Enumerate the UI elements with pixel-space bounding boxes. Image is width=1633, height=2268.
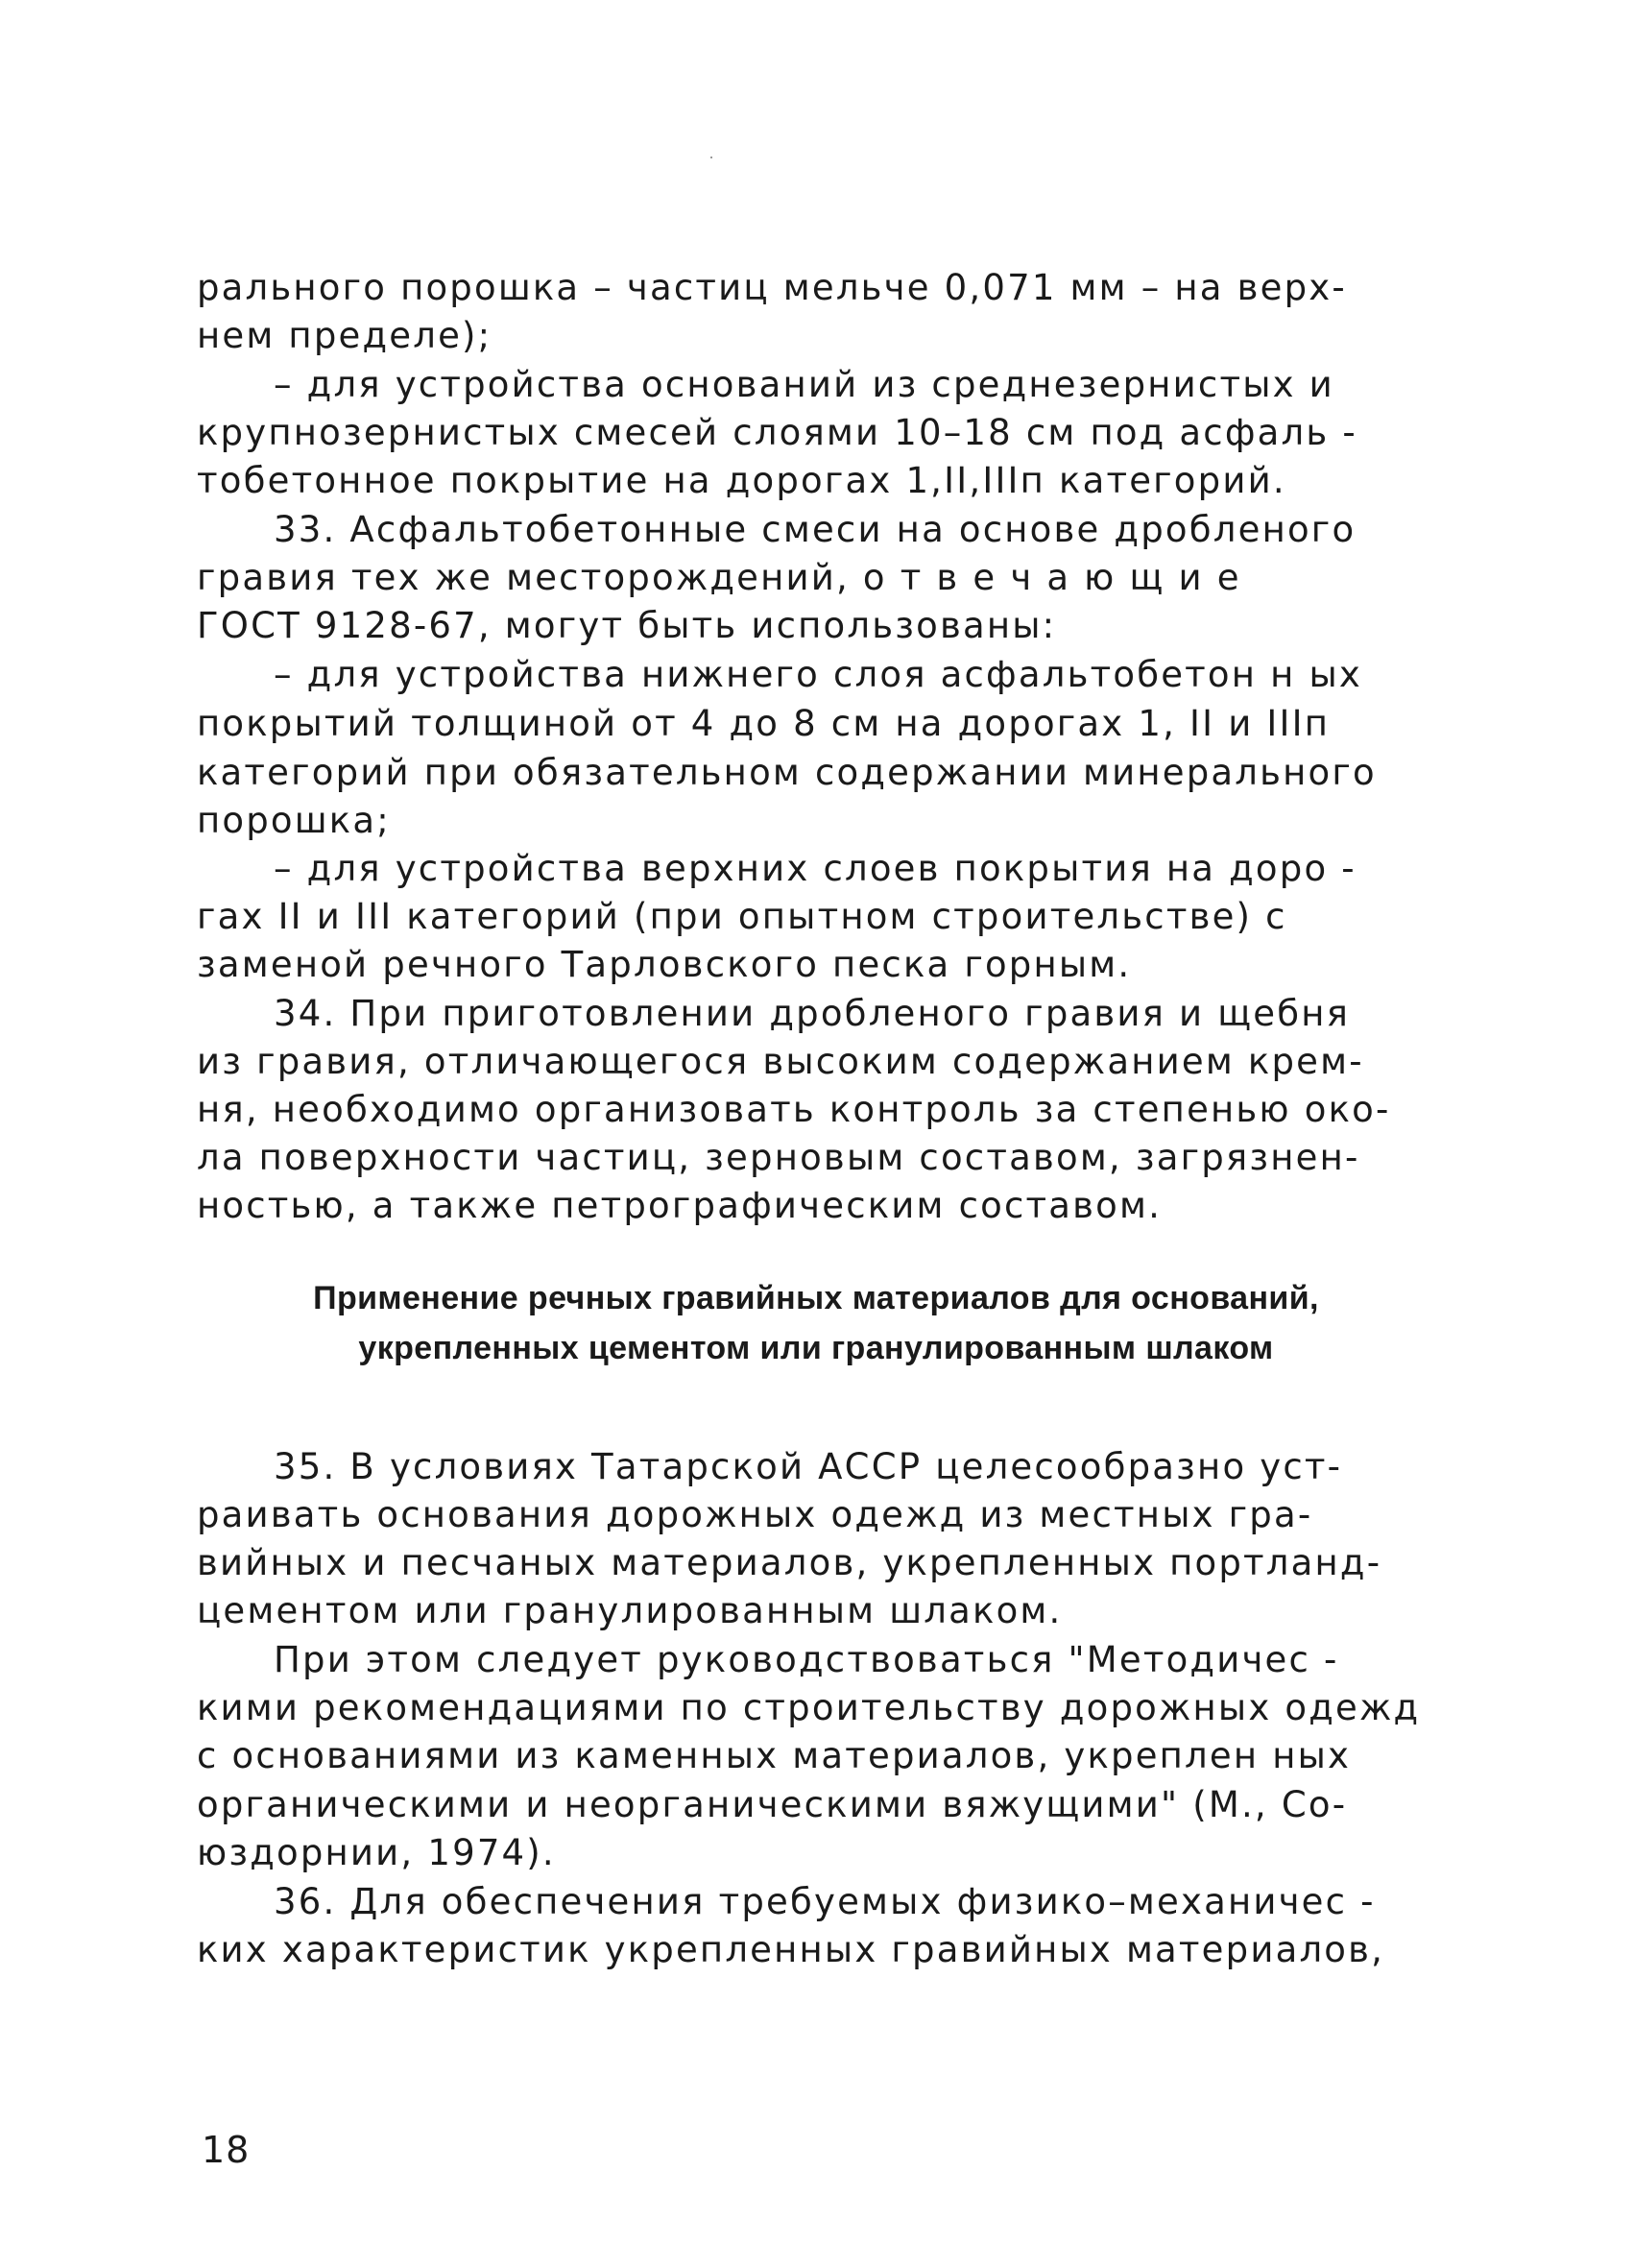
page-number: 18 (202, 2129, 251, 2171)
text-line: кими рекомендациями по строительству дорожных одежд (197, 1687, 1421, 1728)
text-line: порошка; (197, 800, 391, 841)
text-line: органическими и неорганическими вяжущими" (М., Со- (197, 1784, 1348, 1825)
scan-speck (710, 157, 712, 158)
text-line: При этом следует руководствоваться "Методичес - (274, 1639, 1339, 1680)
section-heading: Применение речных гравийных материалов для оснований, (313, 1280, 1319, 1316)
text-line: крупнозернистых смесей слоями 10–18 см под асфаль - (197, 412, 1357, 453)
text-line: – для устройства верхних слоев покрытия на доро - (274, 848, 1357, 889)
text-line: из гравия, отличающегося высоким содержанием крем- (197, 1041, 1364, 1082)
text-line: ностью, а также петрографическим составом. (197, 1185, 1163, 1226)
text-line: гах II и III категорий (при опытном строительстве) с (197, 896, 1287, 937)
text-line: юздорнии, 1974). (197, 1832, 556, 1873)
text-line: цементом или гранулированным шлаком. (197, 1590, 1063, 1631)
text-line: 35. В условиях Татарской АССР целесообразно уст- (274, 1446, 1343, 1487)
text-line: тобетонное покрытие на дорогах 1,II,IIIп категорий. (197, 460, 1286, 501)
text-line: ких характеристик укрепленных гравийных материалов, (197, 1929, 1385, 1970)
text-line: заменой речного Тарловского песка горным. (197, 944, 1132, 985)
text-line: гравия тех же месторождений, о т в е ч а ю щ и е (197, 557, 1241, 598)
text-line: ня, необходимо организовать контроль за степенью око- (197, 1089, 1391, 1130)
text-line: – для устройства оснований из среднезернистых и (274, 364, 1334, 405)
text-line: 34. При приготовлении дробленого гравия и щебня (274, 993, 1351, 1034)
section-heading: укрепленных цементом или гранулированным шлаком (358, 1330, 1274, 1366)
text-line: нем пределе); (197, 315, 492, 356)
text-line: с основаниями из каменных материалов, укреплен ных (197, 1735, 1352, 1776)
text-line: – для устройства нижнего слоя асфальтобетон н ых (274, 654, 1362, 695)
text-line: рального порошка – частиц мельче 0,071 мм – на верх- (197, 267, 1347, 308)
text-line: раивать основания дорожных одежд из местных гра- (197, 1494, 1313, 1535)
text-line: категорий при обязательном содержании минерального (197, 752, 1377, 793)
text-line: ГОСТ 9128-67, могут быть использованы: (197, 605, 1057, 646)
text-line: ла поверхности частиц, зерновым составом, загрязнен- (197, 1137, 1360, 1178)
text-line: вийных и песчаных материалов, укрепленных портланд- (197, 1542, 1382, 1583)
text-line: 36. Для обеспечения требуемых физико–механичес - (274, 1881, 1376, 1922)
text-line: покрытий толщиной от 4 до 8 см на дорогах 1, II и IIIп (197, 703, 1331, 744)
text-line: 33. Асфальтобетонные смеси на основе дробленого (274, 509, 1357, 550)
